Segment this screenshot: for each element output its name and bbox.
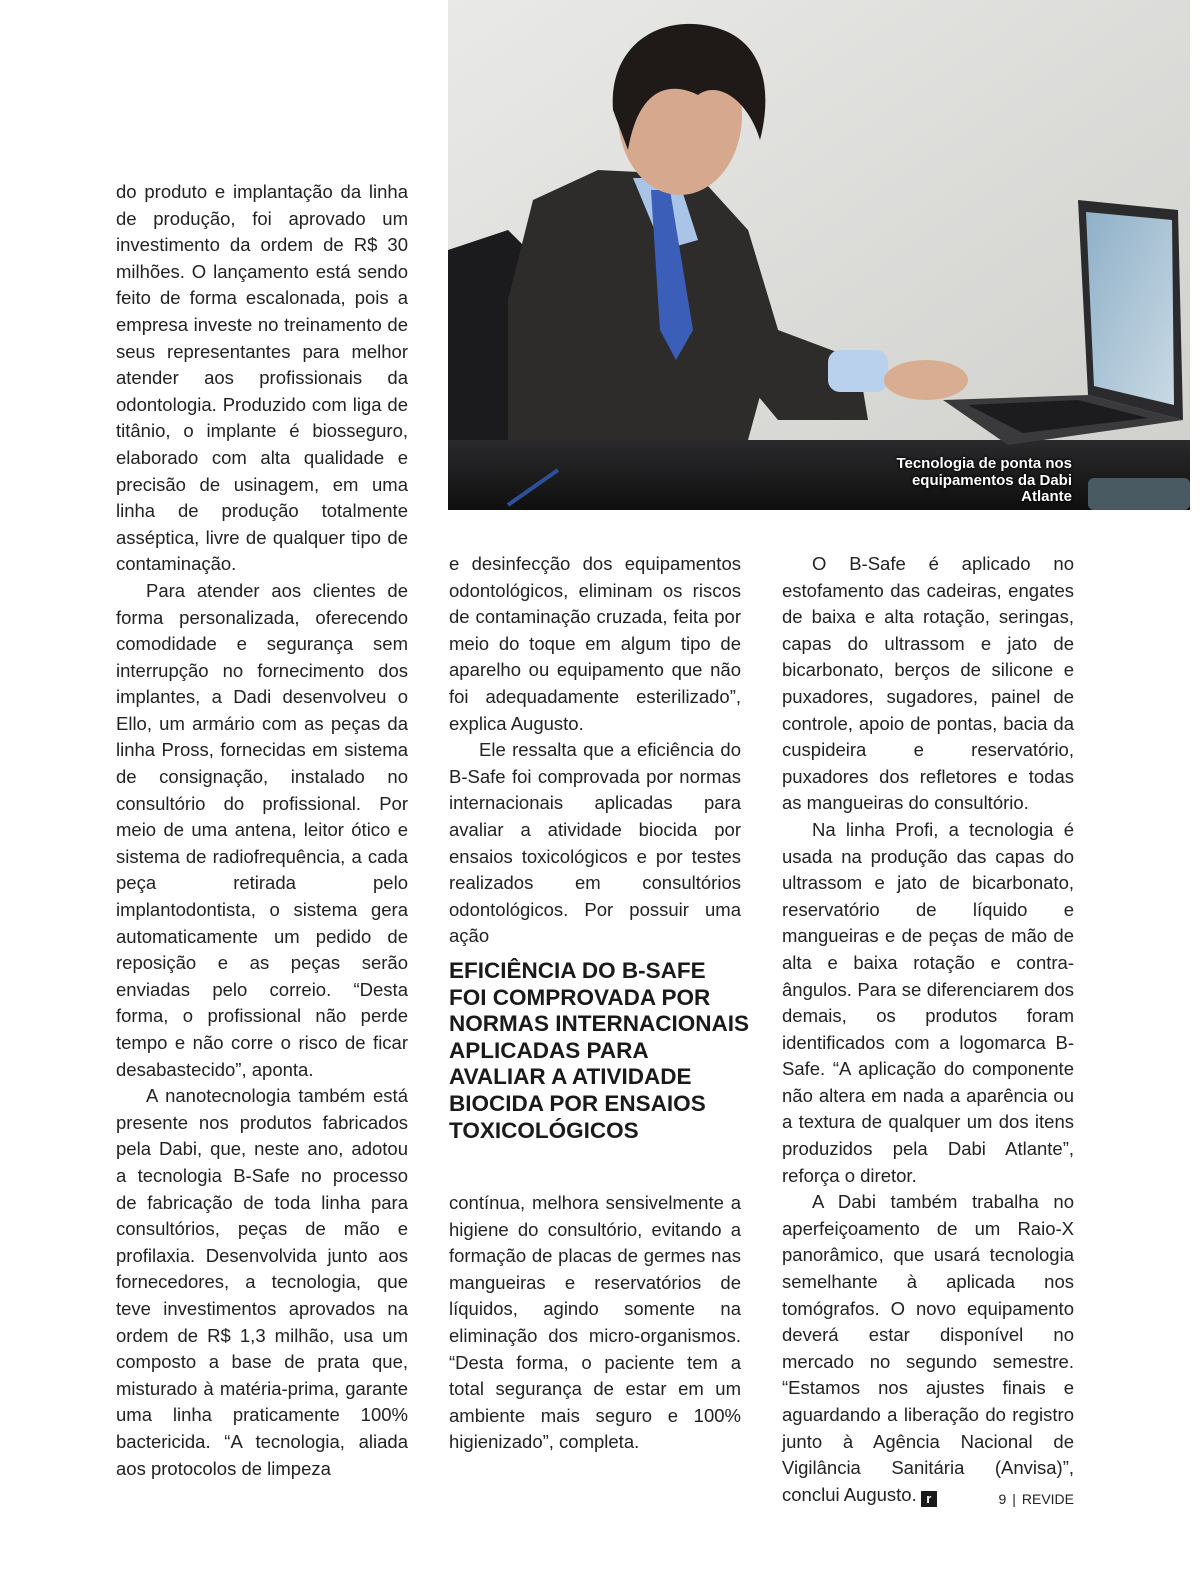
paragraph: do produto e implantação da linha de produção, foi aprovado um investimento da ordem de R$ 30 milhões. O lançamento está sendo feito de forma escalonada, pois a empresa investe no treinamento de seus representantes para melhor atender aos profissionais da odontologia. Produzido com liga de titânio, o implante é biosseguro, elaborado com alta qualidade e precisão de usinagem, em uma linha de produção totalmente asséptica, livre de qualquer tipo de contaminação. — [116, 181, 408, 575]
paragraph: Para atender aos clientes de forma personalizada, oferecendo comodidade e segurança sem interrupção no fornecimento dos implantes, a Dadi desenvolveu o Ello, um armário com as peças da linha Pross, fornecidas em sistema de consignação, instalado no consultório do profissional. Por meio de uma antena, leitor ótico e sistema de radiofrequência, a cada peça retirada pelo implantodontista, o sistema gera automaticamente um pedido de reposição e as peças serão enviadas pelo correio. “Desta forma, o profissional não perde tempo e não corre o risco de ficar desabastecido”, aponta. — [116, 579, 408, 1080]
paragraph: contínua, melhora sensivelmente a higiene do consultório, evitando a formação de placas de germes nas mangueiras e reservatórios de líquidos, agindo somente na eliminação dos micro-organismos. “Desta forma, o paciente tem a total segurança de estar em um ambiente mais seguro e 100% higienizado”, completa. — [449, 1192, 741, 1453]
footer-separator: | — [1012, 1491, 1016, 1507]
page-number: 9 — [998, 1491, 1007, 1507]
end-of-article-mark: r — [921, 1491, 937, 1507]
paragraph-text: A Dabi também trabalha no aperfeiçoamento de um Raio-X panorâmico, que usará tecnologia semelhante à aplicada nos tomógrafos. O novo equipamento deverá estar disponível no mercado no segundo semestre. “Estamos nos ajustes finais e aguardando a liberação do registro junto à Agência Nacional de Vigilância Sanitária (Anvisa)”, conclui Augusto. — [782, 1191, 1074, 1505]
column-1 — [116, 179, 408, 1482]
paragraph: e desinfecção dos equipamentos odontológicos, eliminam os riscos de contaminação cruzada, feita por meio do toque em algum tipo de aparelho ou equipamento que não foi adequadamente esterilizado”, explica Augusto. — [449, 553, 741, 734]
pull-quote: EFICIÊNCIA DO B-SAFE FOI COMPROVADA POR NORMAS INTERNACIONAIS APLICADAS PARA AVALIAR A ATIVIDADE BIOCIDA POR ENSAIOS TOXICOLÓGICOS — [449, 958, 750, 1143]
paragraph: Ele ressalta que a eficiência do B-Safe foi comprovada por normas internacionais aplicadas para avaliar a atividade biocida por ensaios toxicológicos e por testes realizados em consultórios odontológicos. Por possuir uma ação — [449, 739, 741, 947]
column-2-bottom — [449, 1190, 741, 1456]
column-3 — [782, 551, 1074, 1508]
paragraph — [782, 1189, 1074, 1508]
paragraph: Na linha Profi, a tecnologia é usada na produção das capas do ultrassom e jato de bicarbonato, reservatório de líquido e mangueiras e de peças de mão de alta e baixa rotação e contra-ângulos. Para se diferenciarem dos demais, os produtos foram identificados com a logomarca B-Safe. “A aplicação do componente não altera em nada a aparência ou a textura de qualquer um dos itens produzidos pela Dabi Atlante”, reforça o diretor. — [782, 818, 1074, 1186]
paragraph: A nanotecnologia também está presente nos produtos fabricados pela Dabi, que, neste ano, adotou a tecnologia B-Safe no processo de fabricação de toda linha para consultórios, peças de mão e profilaxia. Desenvolvida junto aos fornecedores, a tecnologia, que teve investimentos aprovados na ordem de R$ 1,3 milhão, usa um composto a base de prata que, misturado à matéria-prima, garante uma linha praticamente 100% bactericida. “A tecnologia, aliada aos protocolos de limpeza — [116, 1085, 408, 1479]
photo-caption: Tecnologia de ponta nos equipamentos da Dabi Atlante — [896, 455, 1072, 505]
column-2-top — [449, 551, 741, 950]
article-photo — [448, 0, 1190, 510]
magazine-name: REVIDE — [1021, 1491, 1074, 1507]
page-footer — [998, 1491, 1074, 1507]
paragraph: O B-Safe é aplicado no estofamento das cadeiras, engates de baixa e alta rotação, seringas, capas do ultrassom e jato de bicarbonato, berços de silicone e puxadores, sugadores, painel de controle, apoio de pontas, bacia da cuspideira e reservatório, puxadores dos refletores e todas as mangueiras do consultório. — [782, 553, 1074, 814]
photo-illustration — [448, 0, 1190, 510]
